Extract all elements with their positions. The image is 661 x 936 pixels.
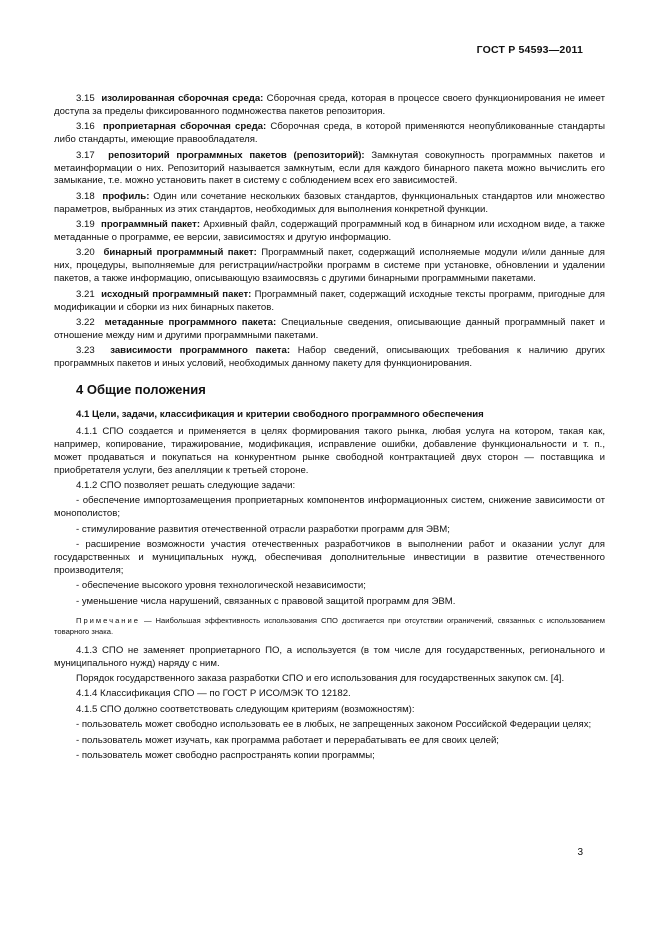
paragraph-4-1-5: 4.1.5 СПО должно соответствовать следующим критериям (возможностям): xyxy=(76,703,415,715)
paragraph-4-1-3: 4.1.3 СПО не заменяет проприетарного ПО, а используется (в том числе для государственных, регионального и муниципального нужд) наряду с ним. xyxy=(54,644,605,669)
criteria-item: - пользователь может изучать, как программа работает и перерабатывать ее для своих целей; xyxy=(76,734,499,746)
task-item: - стимулирование развития отечественной отрасли разработки программ для ЭВМ; xyxy=(76,523,450,535)
section-4-heading: 4 Общие положения xyxy=(76,382,206,398)
paragraph-4-1-4: 4.1.4 Классификация СПО — по ГОСТ Р ИСО/МЭК ТО 12182. xyxy=(76,688,351,700)
criteria-item: - пользователь может свободно использовать ее в любых, не запрещенных законом Российской Федерации целях; xyxy=(76,719,592,731)
page-number: 3 xyxy=(577,847,583,858)
document-header: ГОСТ Р 54593—2011 xyxy=(476,44,583,56)
task-item: - обеспечение импортозамещения проприетарных компонентов информационных систем, снижение зависимости от монополистов; xyxy=(54,495,605,520)
subsection-4-1-heading: 4.1 Цели, задачи, классификация и критерии свободного программного обеспечения xyxy=(76,409,484,421)
note xyxy=(54,615,605,637)
task-item: - расширение возможности участия отечественных разработчиков в выполнении работ и оказании услуг для государственных и муниципальных нужд, обеспечивая дополнительные инвестиции в развитие отечественного производителя; xyxy=(54,539,605,576)
paragraph-4-1-3-order: Порядок государственного заказа разработки СПО и его использования для государственных закупок см. [4]. xyxy=(76,673,565,685)
criteria-item: - пользователь может свободно распространять копии программы; xyxy=(76,750,375,762)
term-3-18: 3.18 профиль: Один или сочетание нескольких базовых стандартов, функциональных стандартов или множество параметров, выбранных из этих стандартов, необходимых для выполнения конкретной функции. xyxy=(54,190,605,215)
term-3-23: 3.23 зависимости программного пакета: Набор сведений, описывающих требования к наличию других программных пакетов и иных условий, необходимых данному пакету для функционирования. xyxy=(54,345,605,370)
term-3-16: 3.16 проприетарная сборочная среда: Сборочная среда, в которой применяются неопубликованные стандарты либо стандарты, имеющие правообладателя. xyxy=(54,121,605,146)
note-label: Примечание xyxy=(76,615,140,625)
task-item: - уменьшение числа нарушений, связанных с правовой защитой программ для ЭВМ. xyxy=(76,595,456,607)
note-text: — Наибольшая эффективность использования СПО достигается при отсутствии ограничений, связанных с использованием товарного знака. xyxy=(54,615,605,636)
term-3-22: 3.22 метаданные программного пакета: Специальные сведения, описывающие данный программный пакет и отношение между ним и другими программными пакетами. xyxy=(54,317,605,341)
term-3-17: 3.17 репозиторий программных пакетов (репозиторий): Замкнутая совокупность программных пакетов и метаинформации о них. Репозиторий называется замкнутым, если для каждого бинарного пакета можно вычислить его замыкание, т.е. можно установить пакет в систему с соблюдением всех его зависимостей. xyxy=(54,149,605,187)
term-3-19: 3.19 программный пакет: Архивный файл, содержащий программный код в бинарном или исходном виде, а также метаданные о программе, ее версии, зависимостях и другую информацию. xyxy=(54,219,605,244)
paragraph-4-1-1: 4.1.1 СПО создается и применяется в целях формирования такого рынка, любая услуга на котором, такая как, например, копирование, тиражирование, модификация, исправление ошибки, добавление функциональности и т. п., может продаваться и покупаться на конкурентном рынке свободной контрактацией двух сторон — поставщика и приобретателя услуги, без апелляции к третьей стороне. xyxy=(54,425,605,476)
term-3-15: 3.15 изолированная сборочная среда: Сборочная среда, которая в процессе своего функционирования не имеет доступа за пределы фиксированного подмножества пакетов репозитория. xyxy=(54,93,605,117)
term-3-20: 3.20 бинарный программный пакет: Программный пакет, содержащий исполняемые модули и/или данные для них, процедуры, выполняемые для регистрации/настройки программ в системе при установке, обновлении и удалении пакетов, а также информацию, описывающую взаимосвязь с другими бинарными программными пакетами. xyxy=(54,247,605,285)
paragraph-4-1-2: 4.1.2 СПО позволяет решать следующие задачи: xyxy=(76,480,296,492)
task-item: - обеспечение высокого уровня технологической независимости; xyxy=(76,580,366,592)
document-body xyxy=(54,93,605,765)
term-3-21: 3.21 исходный программный пакет: Программный пакет, содержащий исходные тексты программ, пригодные для модификации и сборки из них бинарных пакетов. xyxy=(54,288,605,313)
